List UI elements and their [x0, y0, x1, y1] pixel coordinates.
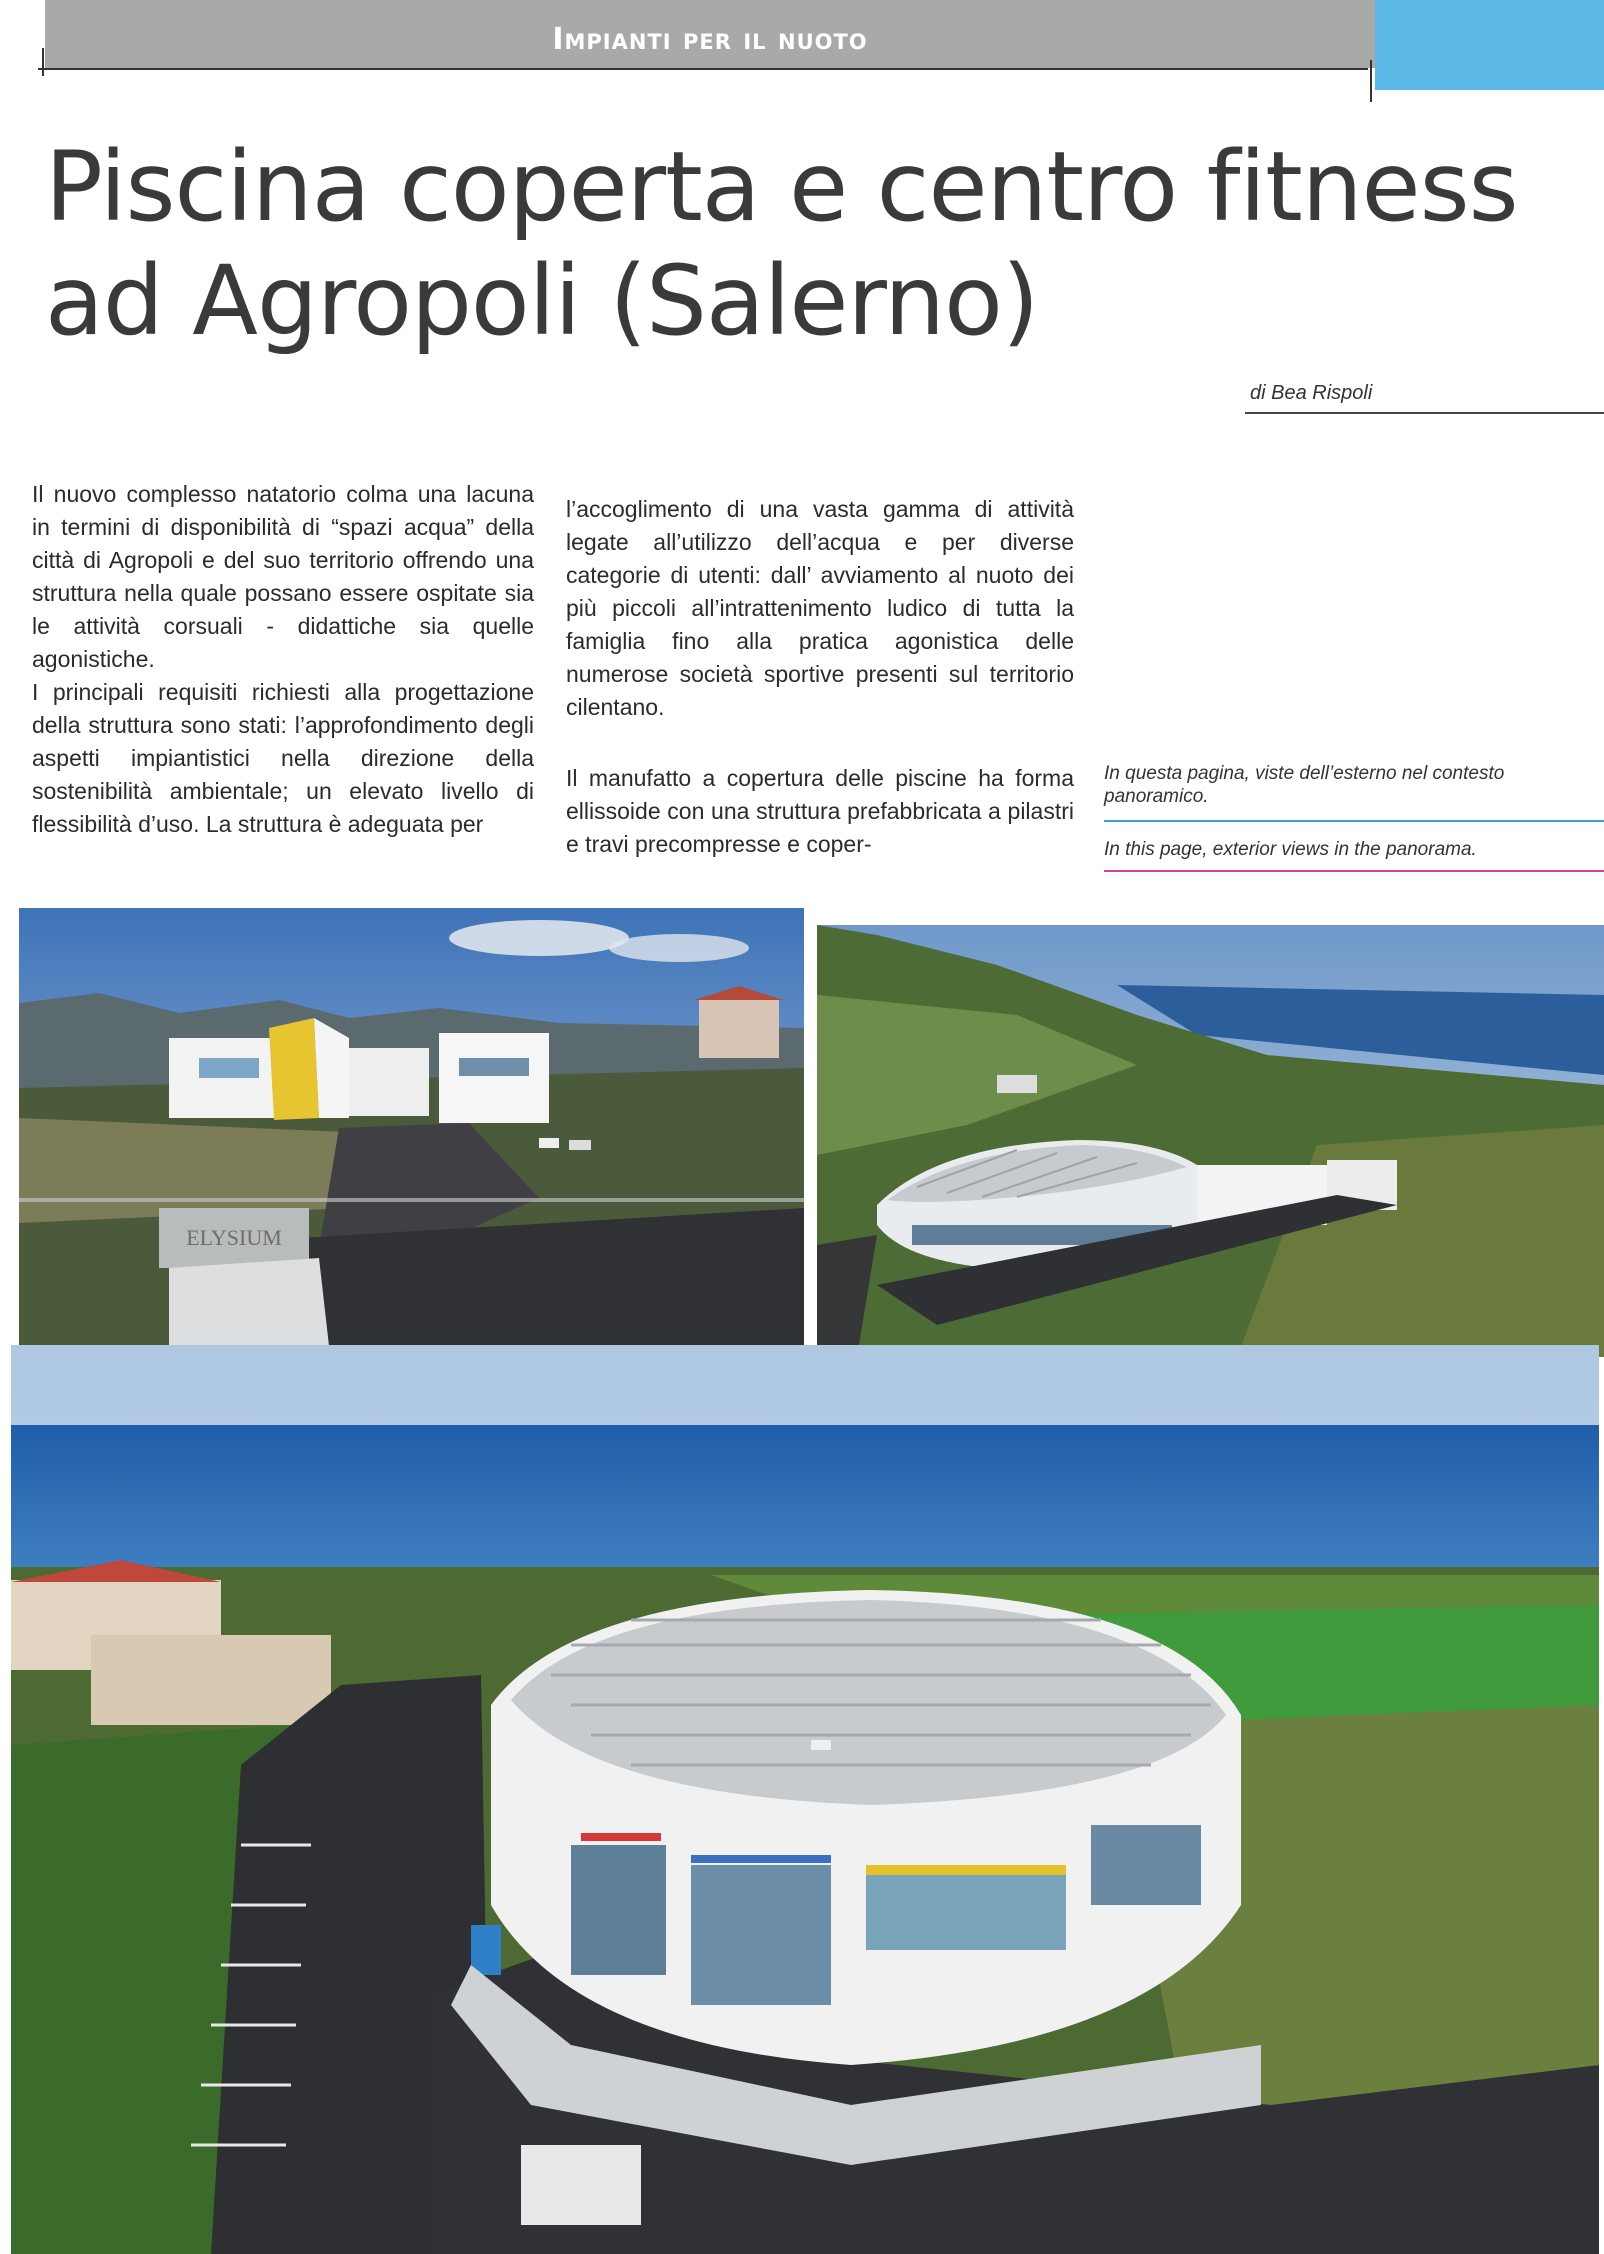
byline: di Bea Rispoli: [1250, 382, 1373, 404]
section-header-accent: [1375, 0, 1604, 90]
photo-street-view: [19, 908, 804, 1346]
caption-rule-magenta: [1104, 870, 1604, 872]
photo-aerial-hillside: [817, 925, 1604, 1357]
article-title: [45, 130, 1585, 358]
article-column-2: [566, 493, 1074, 724]
photo-aerial-sea-view: [11, 1345, 1599, 2254]
article-column-1: [32, 478, 534, 841]
paragraph: l’accoglimento di una vasta gamma di attività legate all’utilizzo dell’acqua e per diverse categorie di utenti: dall’ avviamento al nuoto dei più piccoli all’intrattenimento ludico di tutta la famiglia fino alla pratica agonistica delle numerose società sportive presenti sul territorio cilentano.: [566, 496, 1074, 720]
article-column-2-continued: [566, 762, 1074, 861]
byline-rule: [1245, 412, 1604, 414]
caption-italian: In questa pagina, viste dell’esterno nel contesto panoramico.: [1104, 763, 1505, 807]
header-tick-left: [42, 48, 44, 76]
caption-rule-cyan: [1104, 820, 1604, 822]
article-title-line2: ad Agropoli (Salerno): [45, 245, 1039, 357]
caption-english: In this page, exterior views in the panorama.: [1104, 839, 1477, 860]
header-rule: [38, 68, 1368, 70]
section-label: Impianti per il nuoto: [552, 22, 868, 57]
header-tick-right: [1370, 60, 1372, 102]
article-title-line1: Piscina coperta e centro fitness: [45, 131, 1518, 243]
paragraph: Il manufatto a copertura delle piscine ha forma ellissoide con una struttura prefabbricata a pilastri e travi precompresse e coper-: [566, 765, 1074, 857]
paragraph: I principali requisiti richiesti alla progettazione della struttura sono stati: l’approfondimento degli aspetti impiantistici nella direzione della sostenibilità ambientale; un elevato livello di flessibilità d’uso. La struttura è adeguata per: [32, 679, 534, 837]
sign-text: ELYSIUM: [186, 1225, 282, 1250]
paragraph: Il nuovo complesso natatorio colma una lacuna in termini di disponibilità di “spazi acqua” della città di Agropoli e del suo territorio offrendo una struttura nella quale possano essere ospitate sia le attività corsuali - didattiche sia quelle agonistiche.: [32, 481, 534, 672]
